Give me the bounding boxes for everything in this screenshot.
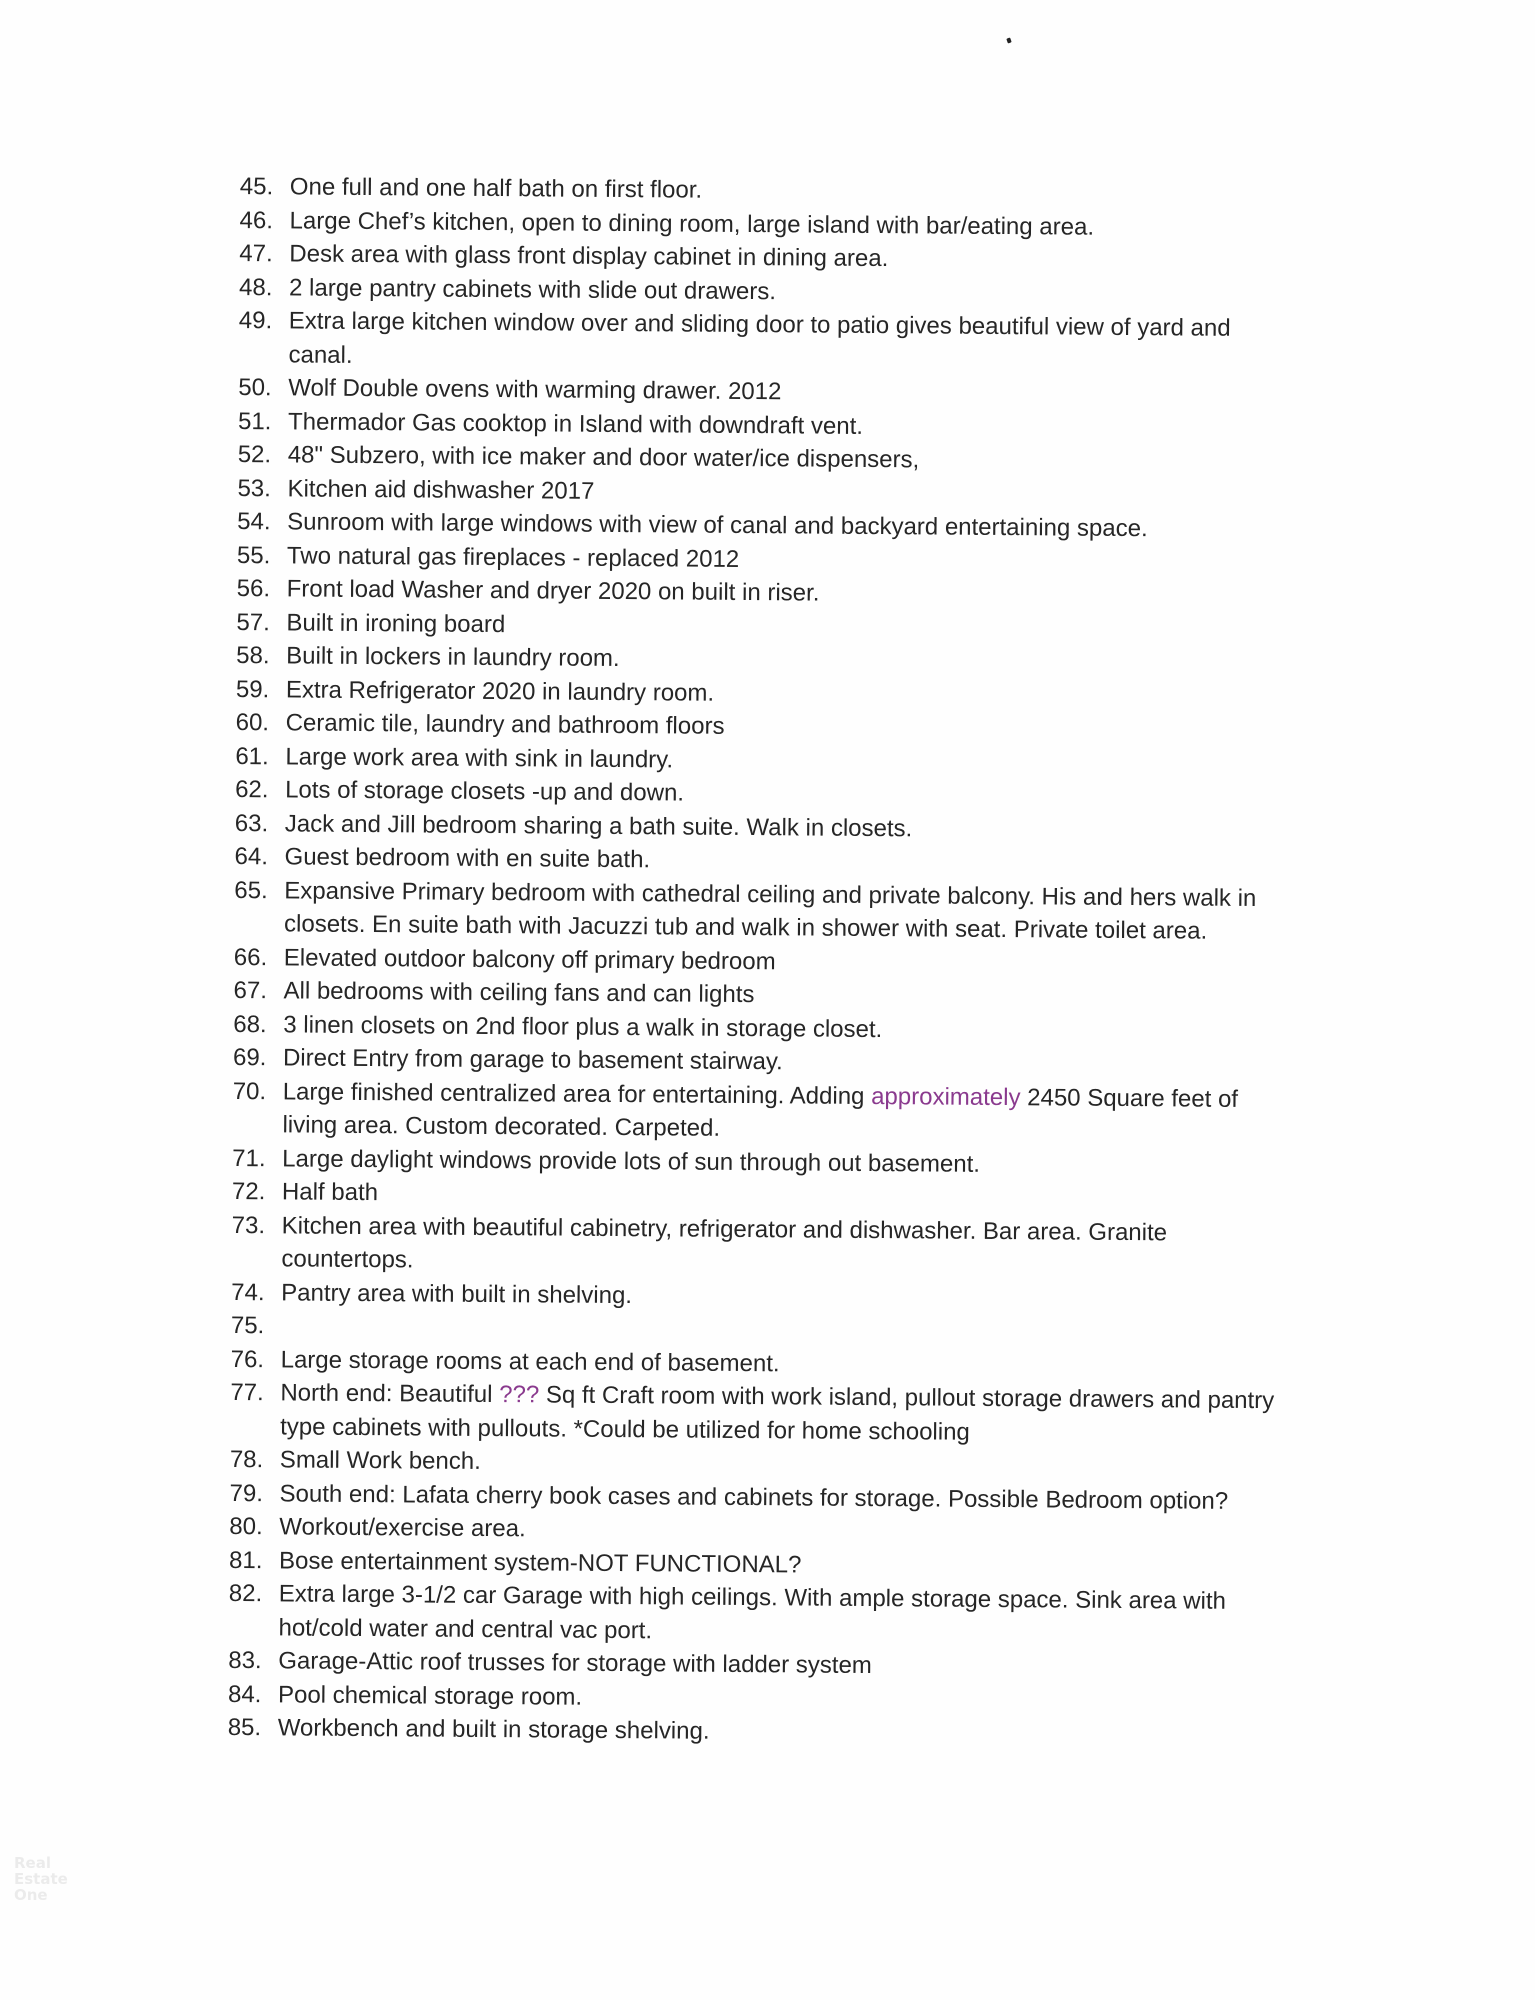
list-item: 65. Expansive Primary bedroom with cathedral ceiling and private balcony. His and hers walk in closets. En suite bath with Jacuzzi tub and walk in shower with seat. Private toilet area. bbox=[234, 876, 1257, 945]
watermark-logo: Real Estate One bbox=[14, 1854, 68, 1904]
list-item: 62. Lots of storage closets -up and down. bbox=[235, 775, 685, 807]
list-item: 81. Bose entertainment system-NOT FUNCTIONAL? bbox=[228, 1546, 802, 1578]
list-item: 59. Extra Refrigerator 2020 in laundry room. bbox=[235, 675, 715, 707]
list-item: 70. Large finished centralized area for entertaining. Adding approximately 2450 Square feet of living area. Custom decorated. Carpeted. bbox=[232, 1077, 1239, 1142]
list-item: 63. Jack and Jill bedroom sharing a bath suite. Walk in closets. bbox=[234, 809, 913, 842]
list-item: 69. Direct Entry from garage to basement stairway. bbox=[232, 1043, 783, 1076]
list-item: 57. Built in ironing board bbox=[236, 608, 506, 638]
list-item: 45. One full and one half bath on first floor. bbox=[239, 172, 703, 204]
list-item: 48. 2 large pantry cabinets with slide out drawers. bbox=[238, 273, 777, 305]
list-item: 54. Sunroom with large windows with view of canal and backyard entertaining space. bbox=[237, 507, 1148, 543]
list-item: 67. All bedrooms with ceiling fans and can lights bbox=[233, 976, 755, 1009]
list-item: 73. Kitchen area with beautiful cabinetry, refrigerator and dishwasher. Bar area. Granite countertops. bbox=[231, 1211, 1168, 1274]
list-item: 82. Extra large 3-1/2 car Garage with high ceilings. With ample storage space. Sink area with hot/cold water and central vac port. bbox=[228, 1579, 1227, 1644]
list-item: 46. Large Chef’s kitchen, open to dining room, large island with bar/eating area. bbox=[239, 206, 1095, 241]
list-item: 77. North end: Beautiful ??? Sq ft Craft room with work island, pullout storage drawers and pantry type cabinets with pullouts. *Could be utilized for home schooling bbox=[230, 1378, 1275, 1446]
list-item: 83. Garage-Attic roof trusses for storage with ladder system bbox=[228, 1646, 872, 1680]
list-item: 58. Built in lockers in laundry room. bbox=[236, 641, 620, 672]
list-item: 53. Kitchen aid dishwasher 2017 bbox=[237, 474, 595, 505]
list-item: 52. 48" Subzero, with ice maker and door water/ice dispensers, bbox=[237, 440, 920, 474]
list-item: 74. Pantry area with built in shelving. bbox=[231, 1278, 633, 1309]
list-item: 47. Desk area with glass front display cabinet in dining area. bbox=[239, 239, 889, 273]
highlighted-word: approximately bbox=[871, 1082, 1021, 1111]
list-item: 50. Wolf Double ovens with warming drawer. 2012 bbox=[238, 373, 782, 406]
list-item: 55. Two natural gas fireplaces - replaced 2012 bbox=[236, 541, 740, 573]
feature-list bbox=[228, 170, 1390, 1753]
list-item: 78. Small Work bench. bbox=[229, 1445, 481, 1475]
list-item: 68. 3 linen closets on 2nd floor plus a walk in storage closet. bbox=[233, 1010, 883, 1043]
list-item: 60. Ceramic tile, laundry and bathroom floors bbox=[235, 708, 725, 740]
list-item: 85. Workbench and built in storage shelving. bbox=[227, 1713, 710, 1745]
list-item: 71. Large daylight windows provide lots of sun through out basement. bbox=[232, 1144, 981, 1178]
list-item: 49. Extra large kitchen window over and sliding door to patio gives beautiful view of yard and canal. bbox=[238, 306, 1231, 369]
list-item: 76. Large storage rooms at each end of basement. bbox=[230, 1345, 780, 1377]
scan-speck bbox=[1006, 37, 1011, 43]
list-item: 72. Half bath bbox=[231, 1177, 379, 1207]
list-item: 84. Pool chemical storage room. bbox=[227, 1680, 583, 1711]
highlighted-placeholder: ??? bbox=[499, 1381, 540, 1409]
list-item: 79. South end: Lafata cherry book cases and cabinets for storage. Possible Bedroom option? bbox=[229, 1479, 1229, 1515]
list-item: 56. Front load Washer and dryer 2020 on built in riser. bbox=[236, 574, 820, 607]
list-item: 64. Guest bedroom with en suite bath. bbox=[234, 842, 651, 874]
list-item: 66. Elevated outdoor balcony off primary bedroom bbox=[233, 943, 776, 975]
list-item: 80. Workout/exercise area. bbox=[229, 1512, 526, 1543]
list-item: 75. bbox=[230, 1311, 265, 1340]
list-item: 61. Large work area with sink in laundry. bbox=[235, 742, 674, 773]
list-item: 51. Thermador Gas cooktop in Island with downdraft vent. bbox=[237, 407, 864, 440]
